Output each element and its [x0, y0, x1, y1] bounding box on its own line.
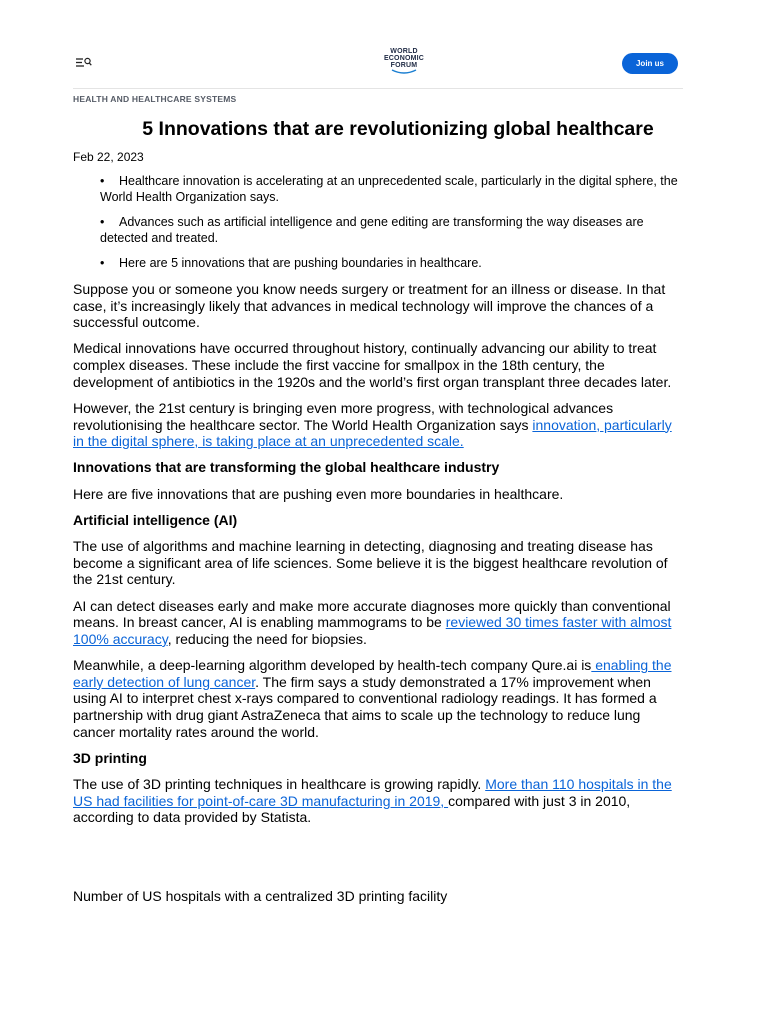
section-kicker[interactable]: HEALTH AND HEALTHCARE SYSTEMS — [73, 94, 237, 104]
lung-cancer-detection-link[interactable]: enabling the early detection of lung cancer — [73, 657, 672, 690]
paragraph: Here are five innovations that are pushing even more boundaries in healthcare. — [73, 485, 564, 502]
paragraph — [73, 598, 683, 648]
logo-line: FORUM — [390, 62, 418, 69]
list-item-text: Advances such as artificial intelligence and gene editing are transforming the way diseases are detected and treated. — [100, 215, 644, 245]
article-body — [73, 281, 683, 836]
mammogram-study-link[interactable]: reviewed 30 times faster with almost 100% accuracy — [73, 614, 672, 647]
list-item — [100, 174, 682, 205]
publish-date: Feb 22, 2023 — [73, 150, 144, 164]
paragraph: The use of algorithms and machine learning in detecting, diagnosing and treating disease has become a significant area of life sciences. Some believe it is the biggest healthcare revolution of the 21st century. — [73, 538, 668, 588]
paragraph-text: However, the 21st century is bringing even more progress, with technological advances revolutionising the healthcare sector. The World Health Organization says — [73, 399, 614, 433]
site-header — [73, 44, 683, 89]
section-heading: 3D printing — [73, 749, 147, 766]
section-heading: Innovations that are transforming the global healthcare industry — [73, 459, 500, 476]
paragraph-text: The use of 3D printing techniques in healthcare is growing rapidly. — [73, 776, 486, 793]
chart-caption: Number of US hospitals with a centralized 3D printing facility — [73, 888, 448, 904]
list-item — [100, 256, 682, 272]
paragraph-text: , reducing the need for biopsies. — [167, 630, 367, 647]
section-heading: Artificial intelligence (AI) — [73, 511, 238, 528]
paragraph — [73, 776, 683, 826]
key-points-list — [100, 174, 682, 282]
list-item-text: Healthcare innovation is accelerating at an unprecedented scale, particularly in the digital sphere, the World Health Organization says. — [100, 174, 678, 204]
paragraph-text: . The firm says a study demonstrated a 17% improvement when using AI to interpret chest x-rays compared to conventional radiology readings. It has formed a partnership with drug giant AstraZeneca that aims to scale up the technology to reduce lung cancer mortality rates around the world. — [73, 673, 657, 740]
paragraph — [73, 400, 683, 450]
bullet-icon: • — [100, 174, 105, 188]
paragraph-text: Meanwhile, a deep-learning algorithm developed by health-tech company Qure.ai is — [73, 657, 592, 674]
list-item — [100, 215, 682, 246]
bullet-icon: • — [100, 215, 105, 229]
list-item-text: Here are 5 innovations that are pushing boundaries in healthcare. — [119, 256, 482, 270]
paragraph-text: AI can detect diseases early and make more accurate diagnoses more quickly than conventional means. In breast cancer, AI is enabling mammograms to be — [73, 597, 671, 631]
paragraph: Suppose you or someone you know needs surgery or treatment for an illness or disease. In that case, it’s increasingly likely that advances in medical technology will improve the chances of a successful outcome. — [73, 281, 666, 331]
join-us-button[interactable]: Join us — [622, 53, 678, 74]
bullet-icon: • — [100, 256, 105, 270]
paragraph-text: compared with just 3 in 2010, according to data provided by Statista. — [73, 792, 631, 826]
statista-hospitals-link[interactable]: More than 110 hospitals in the US had facilities for point-of-care 3D manufacturing in 2019, — [73, 776, 672, 809]
menu-search-icon[interactable] — [75, 56, 93, 70]
paragraph — [73, 657, 683, 740]
logo-line: ECONOMIC — [383, 55, 425, 62]
wef-logo[interactable] — [373, 48, 435, 75]
who-innovation-link[interactable]: innovation, particularly in the digital sphere, is taking place at an unprecedented scale. — [73, 416, 672, 450]
paragraph: Medical innovations have occurred throughout history, continually advancing our ability to treat complex diseases. These include the first vaccine for smallpox in the 18th century, the development of antibiotics in the 1920s and the world’s first organ transplant three decades later. — [73, 340, 672, 390]
logo-line: WORLD — [390, 48, 418, 55]
logo-arc-icon — [389, 69, 419, 75]
page-title: 5 Innovations that are revolutionizing global healthcare — [142, 118, 654, 140]
